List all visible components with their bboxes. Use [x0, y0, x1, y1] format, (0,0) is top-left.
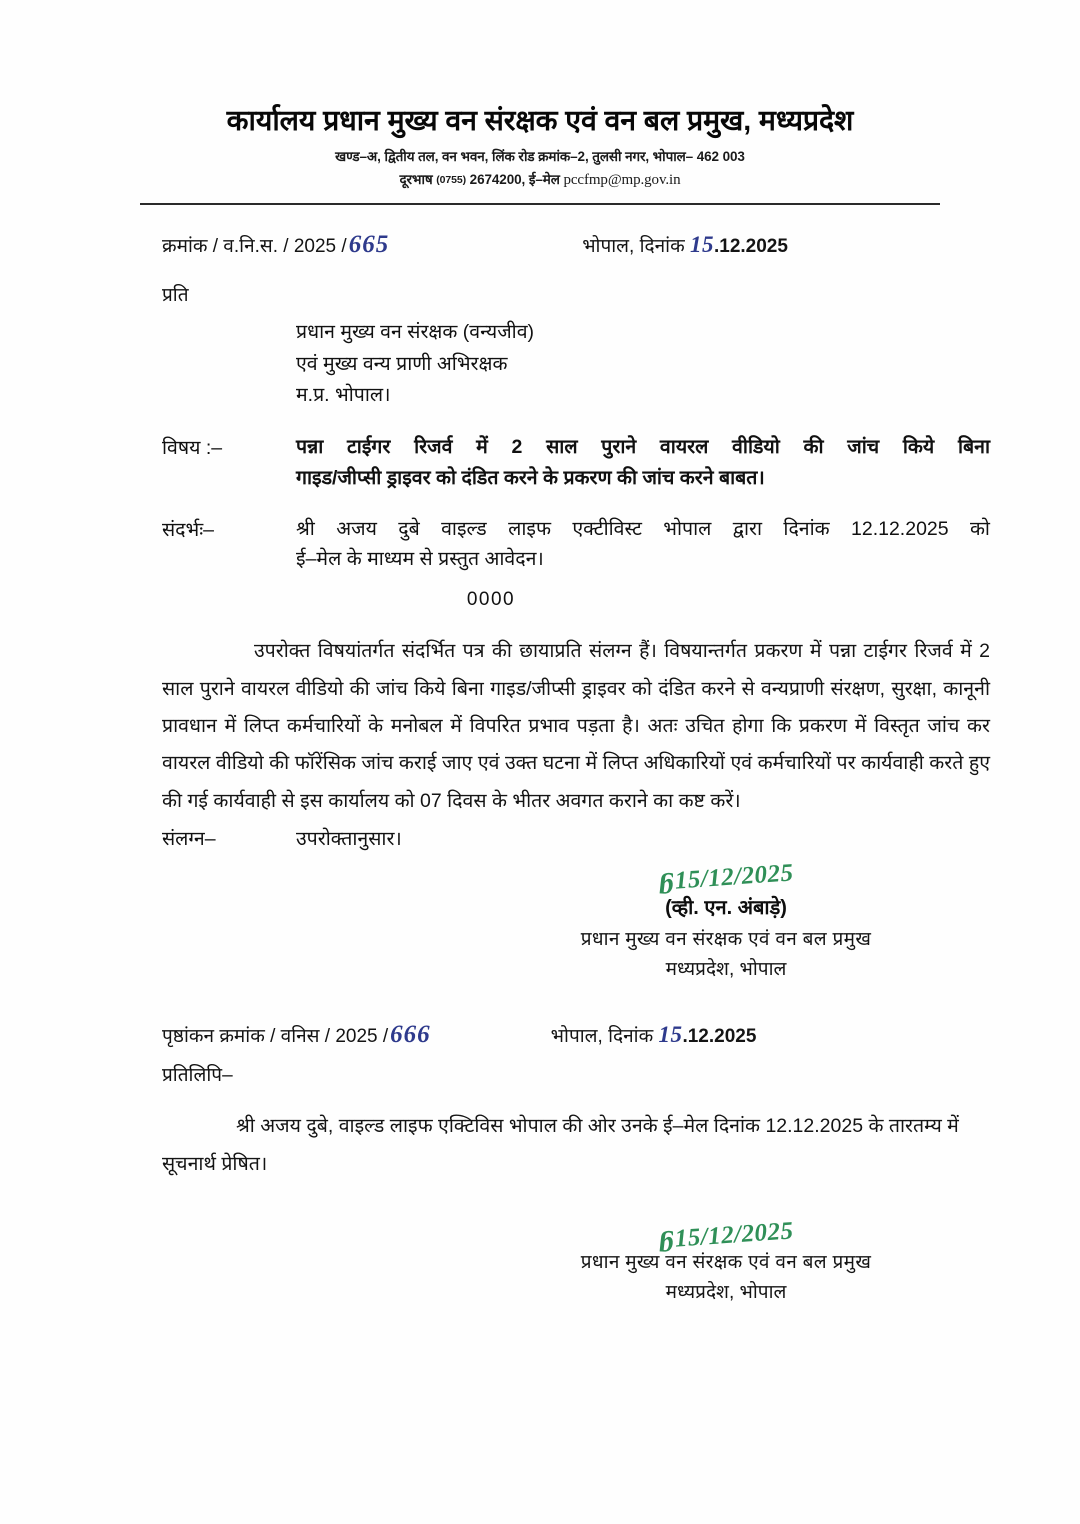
endorsement-paragraph: श्री अजय दुबे, वाइल्ड लाइफ एक्टिविस भोपाल की ओर उनके ई–मेल दिनांक 12.12.2025 के तारतम्य में सूचनार्थ प्रेषित।	[162, 1115, 959, 1176]
subject-line-2: गाइड/जीप्सी ड्राइवर को दंडित करने के प्रकरण की जांच करने बाबत।	[296, 466, 765, 489]
signature2-designation: प्रधान मुख्य वन संरक्षक एवं वन बल प्रमुख	[580, 1252, 872, 1274]
email-label: ई–मेल	[528, 172, 560, 188]
organization-address: खण्ड–अ, द्वितीय तल, वन भवन, लिंक रोड क्रमांक–2, तुलसी नगर, भोपाल– 462 003	[335, 149, 745, 165]
phone-number: 2674200,	[469, 172, 526, 188]
attachment-value: उपरोक्तानुसार।	[296, 828, 402, 851]
reference-row	[162, 231, 990, 259]
section-separator: 0000	[466, 589, 516, 611]
letter-date-label: भोपाल, दिनांक	[582, 236, 685, 258]
salutation-prati: प्रति	[162, 285, 189, 307]
subject-label: विषय :–	[162, 436, 223, 459]
organization-contact	[0, 170, 1080, 189]
signature2-place: मध्यप्रदेश, भोपाल	[665, 1282, 787, 1304]
letter-date-printed: .12.2025	[713, 236, 788, 258]
signature-ink-mark	[658, 855, 794, 895]
signatory-place: मध्यप्रदेश, भोपाल	[665, 959, 787, 981]
addressee-line-1: प्रधान मुख्य वन संरक्षक (वन्यजीव)	[296, 321, 535, 344]
letter-number-label: क्रमांक / व.नि.स. / 2025 /	[162, 236, 347, 258]
letter-body	[0, 231, 1080, 1304]
attachment-block	[162, 824, 990, 851]
subject-block	[162, 432, 990, 494]
subject-text	[296, 432, 990, 494]
context-line-1: श्री अजय दुबे वाइल्ड लाइफ एक्टीविस्ट भोपाल द्वारा दिनांक 12.12.2025 को	[296, 517, 990, 540]
endorsement-number	[162, 1021, 433, 1049]
endorsement-number-label: पृष्ठांकन क्रमांक / वनिस / 2025 /	[162, 1026, 389, 1048]
letter-date-handwritten: 15	[689, 232, 714, 258]
signature2-glyph: ᵷ	[657, 1218, 676, 1253]
endorsement-date	[551, 1022, 757, 1048]
copy-to-label: प्रतिलिपि–	[162, 1065, 233, 1087]
signatory-name: (व्ही. एन. अंबाड़े)	[665, 897, 787, 920]
signature2-ink-mark	[658, 1213, 794, 1253]
letter-number-handwritten: 665	[348, 231, 390, 259]
endorsement-date-printed: .12.2025	[682, 1026, 757, 1048]
organization-title: कार्यालय प्रधान मुख्य वन संरक्षक एवं वन बल प्रमुख, मध्यप्रदेश	[226, 105, 854, 137]
letter-date	[582, 232, 788, 258]
signature-glyph: ᵷ	[657, 860, 676, 895]
subject-line-1: पन्ना टाईगर रिजर्व में 2 साल पुराने वायरल वीडियो की जांच किये बिना	[296, 435, 990, 458]
letterhead	[0, 0, 1080, 205]
signature-date-handwritten: 15/12/2025	[673, 859, 795, 895]
context-text	[296, 514, 990, 576]
endorsement-row	[162, 1021, 990, 1049]
context-label: संदर्भः–	[162, 518, 215, 541]
endorsement-number-handwritten: 666	[390, 1021, 431, 1049]
signatory-designation: प्रधान मुख्य वन संरक्षक एवं वन बल प्रमुख	[580, 929, 872, 951]
addressee-line-2: एवं मुख्य वन्य प्राणी अभिरक्षक	[296, 352, 508, 375]
email-address: pccfmp@mp.gov.in	[563, 172, 681, 189]
addressee-line-3: म.प्र. भोपाल।	[296, 384, 391, 407]
addressee-block	[162, 317, 990, 412]
letter-number	[162, 231, 391, 259]
context-block	[162, 514, 990, 576]
attachment-label: संलग्न–	[162, 828, 216, 851]
signature-block-endorsement	[162, 1217, 990, 1304]
signature-block-primary	[162, 859, 990, 981]
main-paragraph: उपरोक्त विषयांतर्गत संदर्भित पत्र की छायाप्रति संलग्न हैं। विषयान्तर्गत प्रकरण में पन्ना टाईगर रिजर्व में 2 साल पुराने वायरल वीडियो की जांच किये बिना गाइड/जीप्सी ड्राइवर को दंडित करने से वन्यप्राणी संरक्षण, सुरक्षा, कानूनी प्रावधान में लिप्त कर्मचारियों के मनोबल में विपरित प्रभाव पड़ता है। अतः उचित होगा कि प्रकरण में विस्तृत जांच कर वायरल वीडियो की फॉरेंसिक जांच कराई जाए एवं उक्त घटना में लिप्त अधिकारियों एवं कर्मचारियों पर कार्यवाही करते हुए की गई कार्यवाही से इस कार्यालय को 07 दिवस के भीतर अवगत कराने का कष्ट करें।	[162, 640, 990, 812]
phone-area-code: (0755)	[436, 174, 466, 187]
phone-label: दूरभाष	[399, 172, 433, 188]
signature2-date-handwritten: 15/12/2025	[673, 1217, 795, 1253]
endorsement-date-label: भोपाल, दिनांक	[550, 1026, 654, 1048]
header-divider	[140, 203, 940, 205]
context-line-2: ई–मेल के माध्यम से प्रस्तुत आवेदन।	[296, 548, 544, 571]
endorsement-date-handwritten: 15	[658, 1022, 683, 1048]
